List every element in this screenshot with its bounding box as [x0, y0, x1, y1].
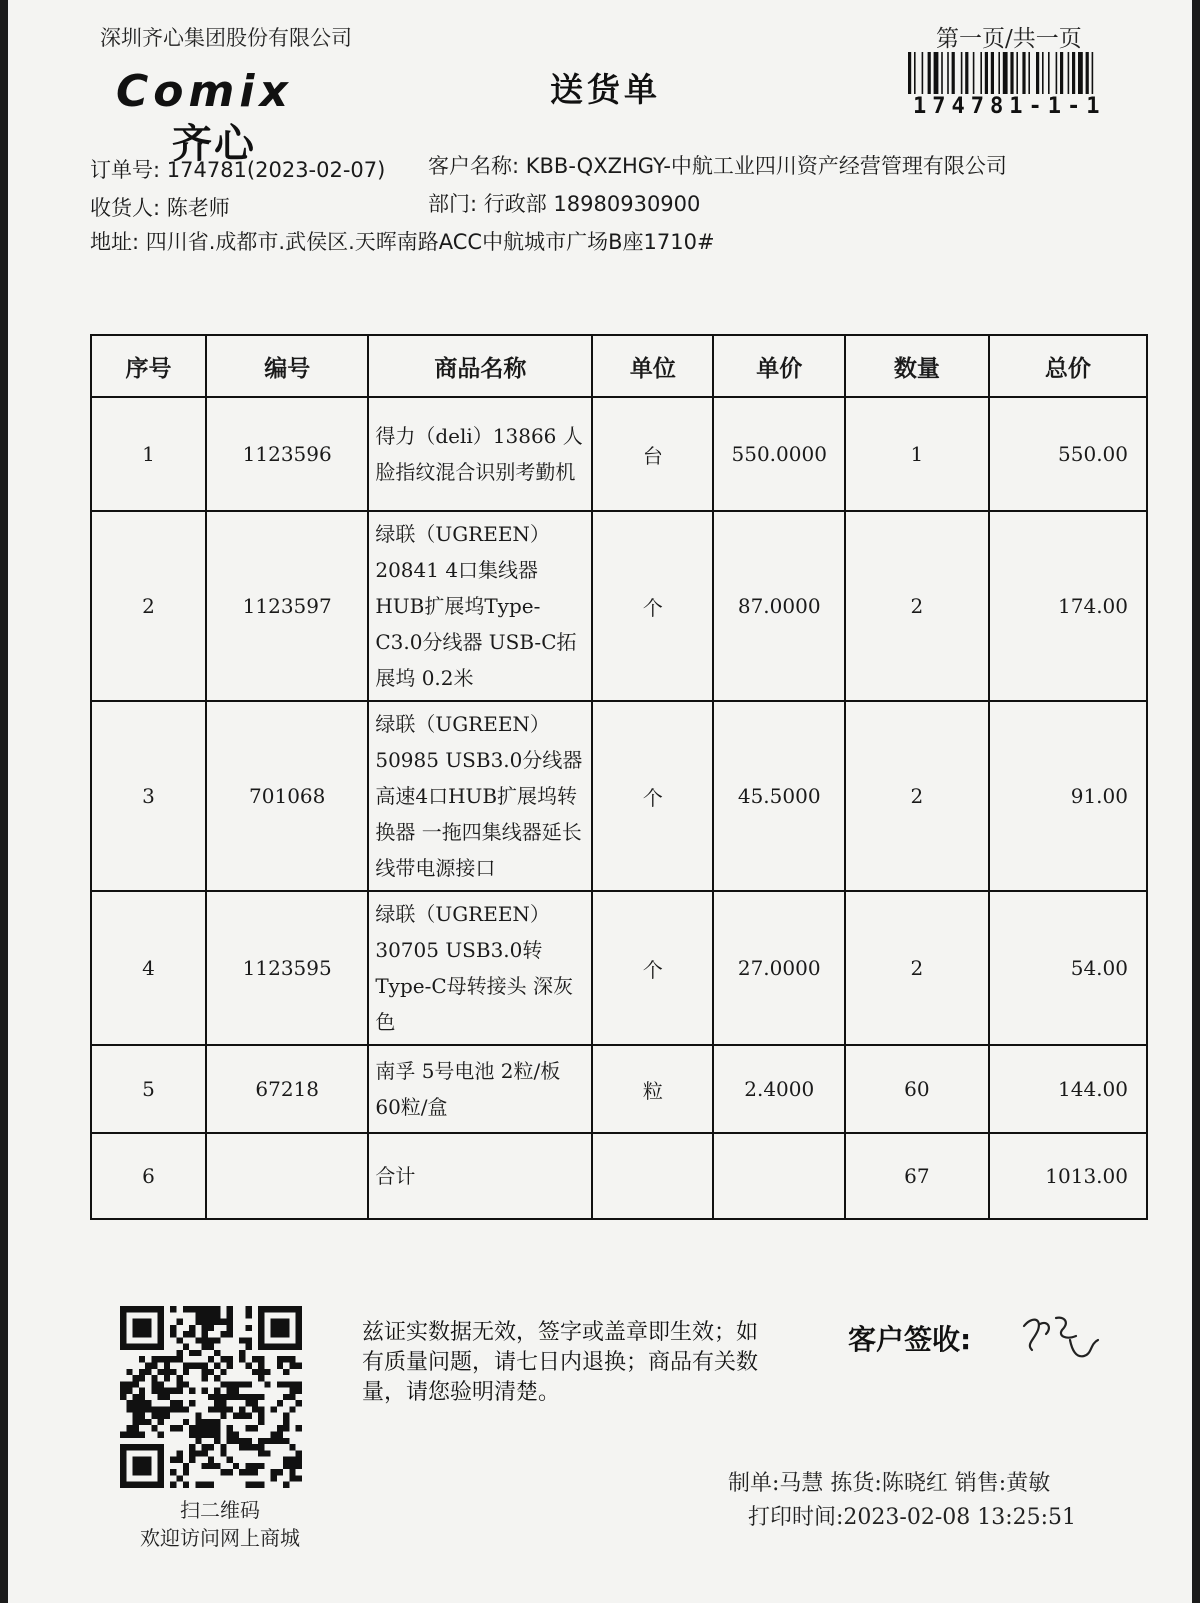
cell-seq: 6: [91, 1133, 206, 1219]
cell-unit: [592, 1133, 713, 1219]
cell-code: 67218: [206, 1045, 368, 1133]
header-price: 单价: [713, 335, 844, 397]
cell-total: 174.00: [989, 511, 1147, 701]
cell-total: 550.00: [989, 397, 1147, 511]
qr-caption-mall: 欢迎访问网上商城: [140, 1526, 300, 1550]
cell-qty: 67: [845, 1133, 989, 1219]
handwritten-signature: [1018, 1310, 1108, 1362]
barcode-number: 174781-1-1: [913, 94, 1106, 119]
cell-qty: 2: [845, 511, 989, 701]
cell-qty: 1: [845, 397, 989, 511]
cell-code: 1123595: [206, 891, 368, 1045]
qr-code-icon[interactable]: [120, 1306, 302, 1488]
company-name: 深圳齐心集团股份有限公司: [100, 26, 352, 50]
header-code: 编号: [206, 335, 368, 397]
logo-text-cn: 齐心: [172, 121, 256, 167]
header-name: 商品名称: [368, 335, 592, 397]
cell-seq: 1: [91, 397, 206, 511]
cell-unit: 台: [592, 397, 713, 511]
cell-unit: 个: [592, 701, 713, 891]
cell-price: 2.4000: [713, 1045, 844, 1133]
table-row-total: [91, 1133, 1147, 1219]
cell-name: 南孚 5号电池 2粒/板 60粒/盒: [368, 1045, 592, 1133]
cell-code: 701068: [206, 701, 368, 891]
items-table: [90, 334, 1148, 1220]
cell-code: [206, 1133, 368, 1219]
table-row: [91, 1045, 1147, 1133]
table-row: [91, 701, 1147, 891]
cell-total: 1013.00: [989, 1133, 1147, 1219]
delivery-note-paper: [8, 0, 1192, 1603]
cell-price: 550.0000: [713, 397, 844, 511]
cell-name: 绿联（UGREEN）20841 4口集线器HUB扩展坞Type-C3.0分线器 USB-C拓展坞 0.2米: [368, 511, 592, 701]
cell-code: 1123596: [206, 397, 368, 511]
comix-logo: [116, 66, 293, 167]
cell-price: 27.0000: [713, 891, 844, 1045]
cell-total: 91.00: [989, 701, 1147, 891]
table-row: [91, 891, 1147, 1045]
cell-price: [713, 1133, 844, 1219]
table-header-row: [91, 335, 1147, 397]
cell-price: 87.0000: [713, 511, 844, 701]
cell-name: 合计: [368, 1133, 592, 1219]
notice-text: 兹证实数据无效，签字或盖章即生效；如有质量问题，请七日内退换；商品有关数量，请您验明清楚。: [362, 1320, 759, 1405]
table-row: [91, 397, 1147, 511]
cell-unit: 粒: [592, 1045, 713, 1133]
cell-name: 得力（deli）13866 人脸指纹混合识别考勤机: [368, 397, 592, 511]
signature-label: 客户签收:: [848, 1323, 972, 1356]
logo-text-en: Comix: [116, 66, 293, 117]
cell-name: 绿联（UGREEN）50985 USB3.0分线器高速4口HUB扩展坞转换器 一拖四集线器延长线带电源接口: [368, 701, 592, 891]
cell-qty: 60: [845, 1045, 989, 1133]
address: 地址: 四川省.成都市.武侯区.天晖南路ACC中航城市广场B座1710#: [90, 230, 715, 254]
document-title: 送货单: [550, 70, 661, 109]
page-info: 第一页/共一页: [936, 26, 1082, 52]
cell-seq: 5: [91, 1045, 206, 1133]
receiver: 收货人: 陈老师: [90, 196, 230, 220]
table-row: [91, 511, 1147, 701]
cell-name: 绿联（UGREEN）30705 USB3.0转Type-C母转接头 深灰色: [368, 891, 592, 1045]
cell-price: 45.5000: [713, 701, 844, 891]
cell-unit: 个: [592, 511, 713, 701]
header-total: 总价: [989, 335, 1147, 397]
cell-total: 54.00: [989, 891, 1147, 1045]
cell-qty: 2: [845, 701, 989, 891]
customer-name: 客户名称: KBB-QXZHGY-中航工业四川资产经营管理有限公司: [428, 154, 1007, 178]
cell-total: 144.00: [989, 1045, 1147, 1133]
header-qty: 数量: [845, 335, 989, 397]
qr-caption-scan: 扫二维码: [180, 1498, 260, 1522]
order-number: 订单号: 174781(2023-02-07): [90, 158, 386, 182]
header-seq: 序号: [91, 335, 206, 397]
department: 部门: 行政部 18980930900: [428, 192, 701, 216]
cell-seq: 3: [91, 701, 206, 891]
cell-code: 1123597: [206, 511, 368, 701]
barcode-icon: [908, 52, 1123, 94]
cell-qty: 2: [845, 891, 989, 1045]
cell-seq: 2: [91, 511, 206, 701]
print-time: 打印时间:2023-02-08 13:25:51: [748, 1505, 1077, 1530]
cell-unit: 个: [592, 891, 713, 1045]
header-unit: 单位: [592, 335, 713, 397]
cell-seq: 4: [91, 891, 206, 1045]
staff-info: 制单:马慧 拣货:陈晓红 销售:黄敏: [728, 1471, 1051, 1496]
